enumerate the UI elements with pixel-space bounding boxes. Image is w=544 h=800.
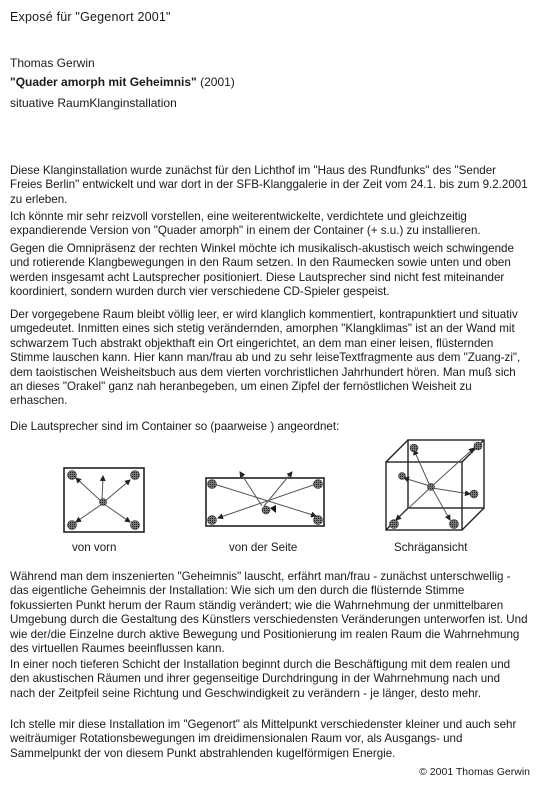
paragraph-speaker-intro: Die Lautsprecher sind im Container so (paarweise ) angeordnet: bbox=[10, 420, 340, 433]
paragraph-concept: Gegen die Omnipräsenz der rechten Winkel möchte ich musikalisch-akustisch weich schwingende und rotierende Klangbewegungen in den Raum setzen. In den Raumecken sowie unten und oben werden insgesamt acht Lautsprecher positioniert. Diese Lautsprecher sind nicht fest miteinander koordiniert, sondern wurden durch vier verschiedene CD-Spieler gespeist. bbox=[10, 242, 514, 299]
diagram-front-view bbox=[62, 466, 146, 536]
expose-title: Exposé für "Gegenort 2001" bbox=[10, 10, 171, 24]
paragraph-origin: Diese Klanginstallation wurde zunächst für den Lichthof im "Haus des Rundfunks" des "Sender Freies Berlin" entwickelt und war dort in der SFB-Klanggalerie in der Zeit vom 24.1. bis zum 9.2.2001 zu erleben. bbox=[10, 164, 528, 206]
work-year: (2001) bbox=[200, 75, 235, 89]
paragraph-proposal: Ich könnte mir sehr reizvoll vorstellen, eine weiterentwickelte, verdichtete und gleichzeitig expandierende Version von "Quader amorph" in einem der Container (+ s.u.) zu installieren. bbox=[10, 210, 481, 238]
caption-oblique-view: Schrägansicht bbox=[394, 541, 468, 554]
work-subtitle: situative RaumKlanginstallation bbox=[10, 96, 177, 110]
diagram-oblique-view bbox=[384, 438, 488, 534]
work-title: "Quader amorph mit Geheimnis" bbox=[10, 75, 197, 89]
paragraph-secret: Während man dem inszenierten "Geheimnis" lauscht, erfährt man/frau - zunächst unterschwellig - das eigentliche Geheimnis der Installation: Wie sich um den durch die flüsternde Stimme fokussierten Punkt herum der Raum ständig verändert; wie die Wahrnehmung der unmittelbaren Umgebung durch die Gestaltung des Künstlers verschiedensten Veränderungen unterworfen ist. Und wie der/die Einzelne durch aktive Bewegung und Positionierung im realen Raum die Wahrnehmung des virtuellen Raumes beeinflussen kann. bbox=[10, 570, 528, 656]
paragraph-space: Der vorgegebene Raum bleibt völlig leer, er wird klanglich kommentiert, kontrapunktiert und situativ umgedeutet. Inmitten eines sich stetig verändernden, amorphen "Klangklimas" ist an der Wand mit schwarzem Tuch abstrakt objekthaft ein Ort eingerichtet, an dem man einer leisen, flüsternden Stimme lauschen kann. Hier kann man/frau ab und zu sehr leiseTextfragmente aus dem "Zuang-zi", dem taoistischen Weisheitsbuch aus dem vierten vorchristlichen Jahrhundert hören. Man muß sich an dieses "Orakel" ganz nah heranbegeben, um einen Zipfel der fernöstlichen Weisheit zu erhaschen. bbox=[10, 308, 521, 408]
author-name: Thomas Gerwin bbox=[10, 56, 95, 70]
diagram-side-view bbox=[204, 468, 328, 532]
work-title-line bbox=[10, 75, 235, 89]
copyright-notice: © 2001 Thomas Gerwin bbox=[419, 766, 530, 778]
paragraph-deeper-layer: In einer noch tieferen Schicht der Installation beginnt durch die Beschäftigung mit dem realen und den akustischen Räumen und ihrer gegenseitige Durchdringung in der Wahrnehmung nach und nach der Zeitpfeil seine Richtung und Geschwindigkeit zu verändern - je länger, desto mehr. bbox=[10, 658, 511, 700]
caption-front-view: von vorn bbox=[72, 541, 117, 554]
paragraph-vision: Ich stelle mir diese Installation im "Gegenort" als Mittelpunkt verschiedenster kleiner und auch sehr weiträumiger Rotationsbewegungen im dreidimensionalen Raum vor, als Ausgangs- und Sammelpunkt der von diesem Punkt abstrahlenden kugelförmigen Energie. bbox=[10, 718, 517, 760]
caption-side-view: von der Seite bbox=[229, 541, 298, 554]
